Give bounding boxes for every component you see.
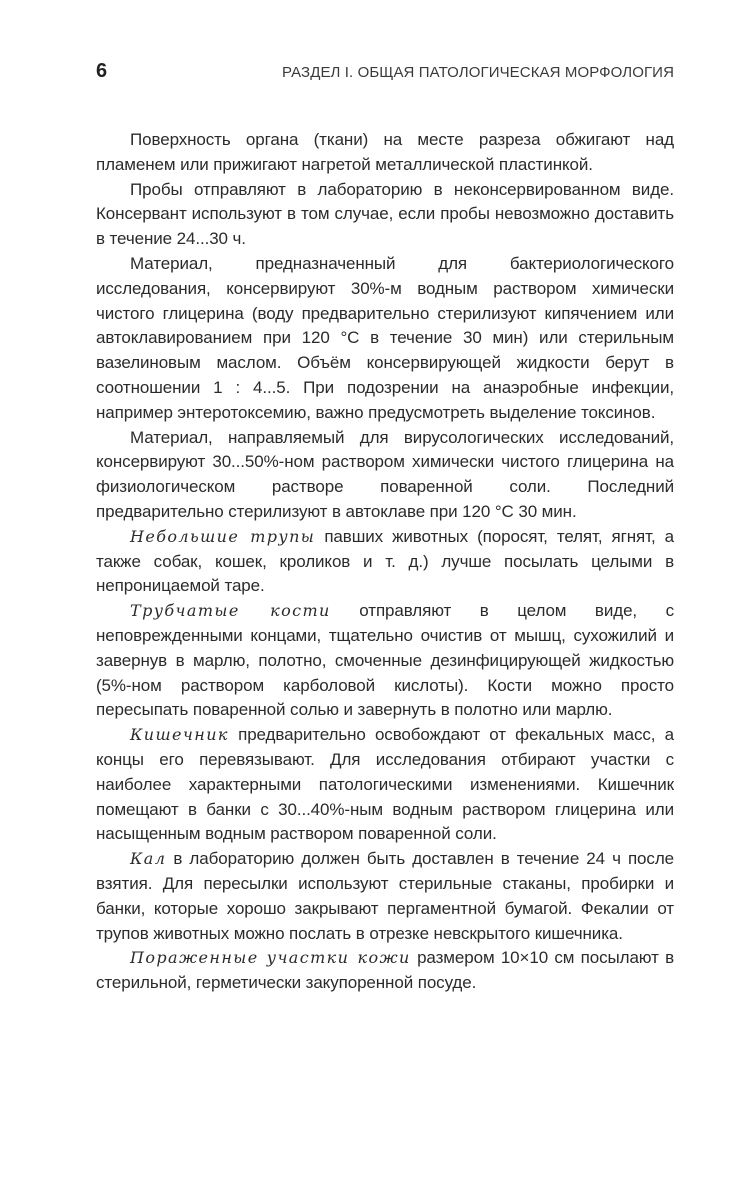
page-number: 6 xyxy=(96,60,108,82)
paragraph xyxy=(96,252,674,426)
paragraph-text: предварительно освобождают от фекальных масс, а концы его перевязывают. Для исследования отбирают участки с наиболее характерными патологическими изменениями. Кишечник помещают в банки с 30...40%-ным водным раствором глицерина или насыщенным водным раствором поваренной соли. xyxy=(96,725,674,844)
paragraph-text: Материал, направляемый для вирусологических исследований, консервируют 30...50%-ном раствором химически чистого глицерина на физиологическом растворе поваренной соли. Последний предварительно стерилизуют в автоклаве при 120 °С 30 мин. xyxy=(96,427,674,521)
paragraph-text: Пробы отправляют в лабораторию в неконсервированном виде. Консервант используют в том случае, если пробы невозможно доставить в течение 24...30 ч. xyxy=(96,179,674,249)
paragraph xyxy=(96,426,674,525)
body-text xyxy=(96,128,674,996)
spaced-term: Пораженные участки кожи xyxy=(130,948,411,968)
paragraph xyxy=(96,525,674,599)
paragraph xyxy=(96,946,674,996)
spaced-term: Трубчатые кости xyxy=(130,601,331,621)
page-header xyxy=(96,60,674,100)
paragraph-text: размером 10×10 см посылают в стерильной, герметически закупоренной посуде. xyxy=(96,948,674,993)
spaced-term: Кишечник xyxy=(130,725,229,745)
spaced-term: Небольшие трупы xyxy=(130,526,316,546)
paragraph-text: в лабораторию должен быть доставлен в течение 24 ч после взятия. Для пересылки используют стерильные стаканы, пробирки и банки, которые хорошо закрывают пергаментной бумагой. Фекалии от трупов животных можно послать в отрезке невскрытого кишечника. xyxy=(96,849,674,943)
running-head: РАЗДЕЛ I. ОБЩАЯ ПАТОЛОГИЧЕСКАЯ МОРФОЛОГИЯ xyxy=(282,64,674,81)
paragraph xyxy=(96,847,674,946)
paragraph-text: отправляют в целом виде, с неповрежденными концами, тщательно очистив от мышц, сухожилий и завернув в марлю, полотно, смоченные дезинфицирующей жидкостью (5%-ном раствором карболовой кислоты). Кости можно просто пересыпать поваренной солью и завернуть в полотно или марлю. xyxy=(96,601,674,720)
paragraph-text: Материал, предназначенный для бактериологического исследования, консервируют 30%-м водным раствором химически чистого глицерина (воду предварительно стерилизуют кипячением или автоклавированием при 120 °С в течение 30 мин) или стерильным вазелиновым маслом. Объём консервирующей жидкости берут в соотношении 1 : 4...5. При подозрении на анаэробные инфекции, например энтеротоксемию, важно предусмотреть выделение токсинов. xyxy=(96,253,674,422)
paragraph xyxy=(96,599,674,723)
spaced-term: Кал xyxy=(130,849,167,869)
paragraph-text: павших животных (поросят, телят, ягнят, а также собак, кошек, кроликов и т. д.) лучше посылать целыми в непроницаемой таре. xyxy=(96,526,675,596)
paragraph xyxy=(96,723,674,847)
book-page xyxy=(96,60,674,996)
paragraph-text: Поверхность органа (ткани) на месте разреза обжигают над пламенем или прижигают нагретой металлической пластинкой. xyxy=(96,130,674,174)
paragraph xyxy=(96,178,674,252)
paragraph xyxy=(96,128,674,178)
